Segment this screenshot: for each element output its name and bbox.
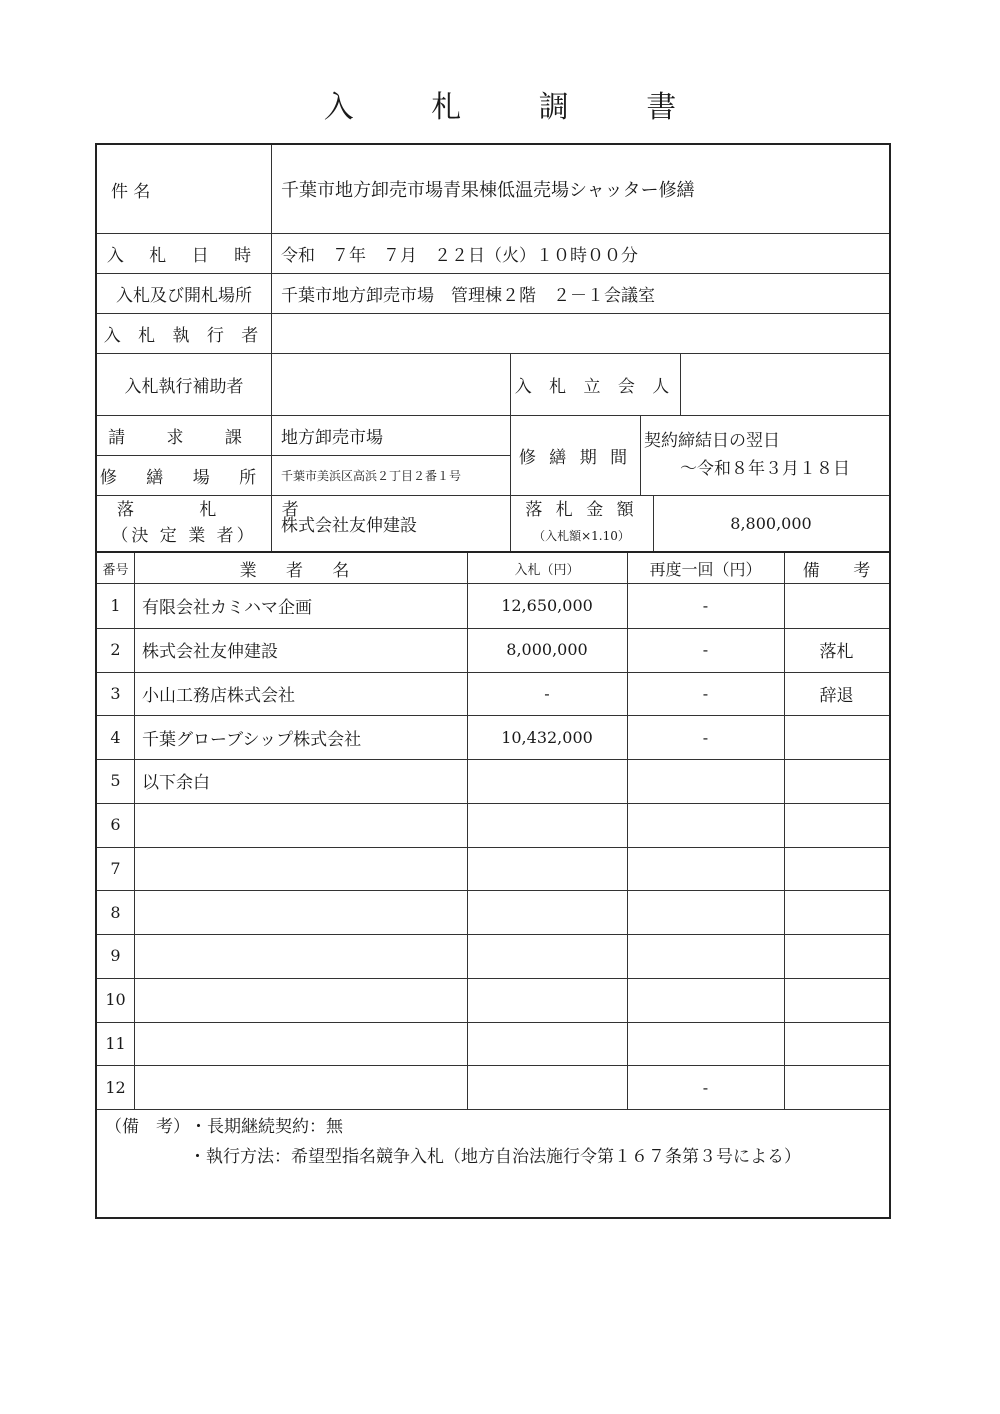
row-remarks: [784, 890, 889, 934]
row-remarks: [784, 759, 889, 803]
row-remarks: [784, 1022, 889, 1066]
row-bid: [467, 759, 627, 803]
row-number: [97, 890, 134, 934]
row-remarks-text: 辞退: [819, 685, 854, 706]
row-company: [134, 978, 467, 1022]
row-number: [97, 759, 134, 803]
row-bid: [467, 934, 627, 978]
row-bid: [467, 672, 627, 716]
notes-line2: ・執行方法：希望型指名競争入札（地方自治法施行令第１６７条第３号による）: [189, 1146, 801, 1167]
notes-label: （備 考）: [105, 1116, 190, 1137]
row-remarks: [784, 715, 889, 759]
row-company-text: 千葉グローブシップ株式会社: [142, 729, 362, 750]
bid-record-form: [95, 143, 891, 1219]
row-rebid: [627, 803, 784, 847]
row-bid: [467, 1065, 627, 1109]
row-bid: [467, 890, 627, 934]
witness-label: 入 札 立 会 人: [514, 376, 676, 397]
row-rebid: [627, 628, 784, 672]
row-company: [134, 1065, 467, 1109]
row-company: [134, 934, 467, 978]
row-remarks: [784, 847, 889, 891]
row-company: [134, 1022, 467, 1066]
row-rebid: [627, 847, 784, 891]
winner-label: 落 札 者: [117, 500, 329, 520]
winner-sublabel: （決 定 業 者）: [111, 526, 257, 546]
row-number-text: 10: [105, 990, 126, 1010]
row-bid-text: 12,650,000: [501, 596, 593, 616]
row-number: [97, 584, 134, 628]
period-line1: 契約締結日の翌日: [644, 431, 780, 451]
row-company: [134, 890, 467, 934]
row-number-text: 6: [110, 815, 121, 835]
row-number-text: 4: [110, 727, 121, 747]
bid-table: [97, 553, 889, 1109]
row-number: [97, 672, 134, 716]
row-remarks: [784, 1065, 889, 1109]
amount-sublabel: （入札額×1.10）: [533, 529, 630, 543]
repair-place-value: 千葉市美浜区高浜２丁目２番１号: [281, 468, 462, 483]
row-rebid: [627, 584, 784, 628]
document-title: 入 札 調 書: [323, 90, 711, 125]
row-rebid: [627, 1065, 784, 1109]
row-number-text: 11: [105, 1033, 126, 1053]
row-rebid-text: -: [702, 683, 709, 703]
row-company-text: 以下余白: [142, 773, 210, 794]
date-label: 入 札 日 時: [106, 245, 262, 266]
row-remarks: [784, 584, 889, 628]
row-number-text: 3: [110, 683, 121, 703]
row-remarks: [784, 978, 889, 1022]
row-number-text: 1: [110, 596, 121, 616]
notes-line1: ・長期継続契約：無: [190, 1116, 343, 1137]
row-company: [134, 803, 467, 847]
row-rebid-text: -: [702, 640, 709, 660]
row-bid: [467, 628, 627, 672]
row-bid: [467, 803, 627, 847]
row-rebid: [627, 715, 784, 759]
row-number: [97, 715, 134, 759]
row-company: [134, 628, 467, 672]
header-company: 業 者 名: [239, 560, 362, 581]
row-bid: [467, 1022, 627, 1066]
row-remarks: [784, 934, 889, 978]
row-company: [134, 715, 467, 759]
repair-place-label: 修 繕 場 所: [99, 467, 269, 488]
row-rebid: [627, 672, 784, 716]
period-label: 修 繕 期 間: [518, 447, 632, 468]
row-number: [97, 628, 134, 672]
row-bid-text: -: [544, 683, 550, 703]
header-remarks: 備 考: [802, 560, 885, 581]
row-company: [134, 847, 467, 891]
winner-value: 株式会社友伸建設: [281, 515, 417, 536]
row-number-text: 2: [110, 640, 121, 660]
row-number: [97, 1022, 134, 1066]
header-rebid: 再度一回（円）: [649, 559, 762, 579]
row-rebid: [627, 759, 784, 803]
row-bid-text: 10,432,000: [501, 727, 593, 747]
row-number: [97, 934, 134, 978]
assistant-label: 入札執行補助者: [124, 376, 244, 397]
row-company: [134, 672, 467, 716]
row-number-text: 5: [110, 771, 121, 791]
row-rebid: [627, 978, 784, 1022]
amount-label: 落 札 金 額: [525, 500, 638, 520]
row-bid: [467, 847, 627, 891]
row-remarks-text: 落札: [819, 642, 854, 663]
row-rebid: [627, 1022, 784, 1066]
dept-value: 地方卸売市場: [281, 427, 383, 448]
row-rebid: [627, 934, 784, 978]
row-remarks: [784, 672, 889, 716]
row-bid: [467, 978, 627, 1022]
row-rebid: [627, 890, 784, 934]
header-bid: 入札（円）: [514, 562, 580, 578]
row-company: [134, 584, 467, 628]
header-no: 番号: [102, 562, 129, 578]
period-line2: ～令和８年３月１８日: [680, 459, 850, 479]
row-number-text: 9: [110, 946, 121, 966]
row-rebid-text: -: [702, 727, 709, 747]
row-number: [97, 803, 134, 847]
row-number-text: 12: [105, 1077, 126, 1097]
row-rebid-text: -: [702, 1077, 709, 1097]
row-company: [134, 759, 467, 803]
place-label: 入札及び開札場所: [116, 285, 252, 306]
row-company-text: 小山工務店株式会社: [142, 685, 295, 706]
row-remarks: [784, 628, 889, 672]
subject-value: 千葉市地方卸売市場青果棟低温売場シャッター修繕: [281, 180, 695, 201]
row-bid: [467, 584, 627, 628]
dept-label: 請 求 課: [108, 427, 260, 448]
row-bid-text: 8,000,000: [506, 640, 588, 660]
row-company-text: 有限会社カミハマ企画: [142, 598, 312, 619]
row-number-text: 8: [110, 902, 121, 922]
row-number: [97, 978, 134, 1022]
place-value: 千葉市地方卸売市場 管理棟２階 ２－１会議室: [281, 285, 655, 306]
row-company-text: 株式会社友伸建設: [142, 642, 278, 663]
row-rebid-text: -: [702, 596, 709, 616]
executor-label: 入 札 執 行 者: [103, 325, 265, 346]
row-number-text: 7: [110, 858, 121, 878]
row-number: [97, 1065, 134, 1109]
row-number: [97, 847, 134, 891]
row-remarks: [784, 803, 889, 847]
date-value: 令和 ７年 ７月 ２２日（火）１０時００分: [281, 245, 638, 266]
row-bid: [467, 715, 627, 759]
amount-value: 8,800,000: [730, 513, 812, 533]
subject-label: 件 名: [111, 181, 151, 202]
